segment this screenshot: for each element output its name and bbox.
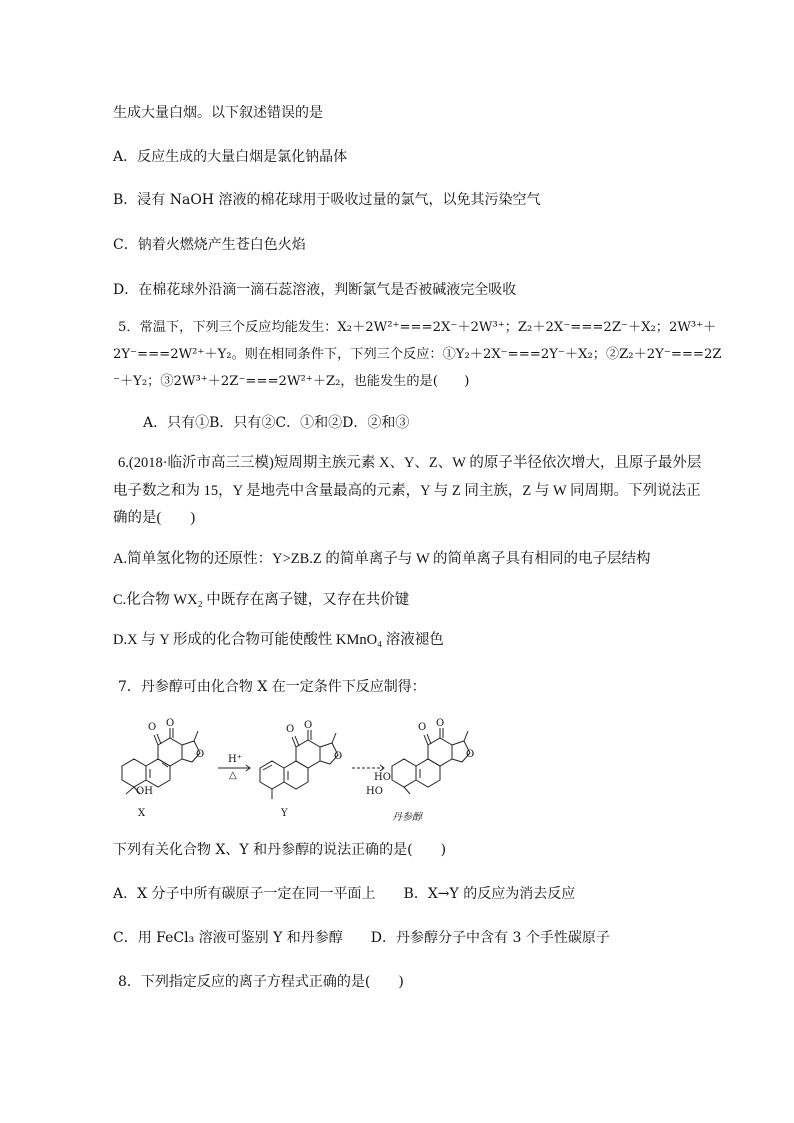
option-4b: B．浸有 NaOH 溶液的棉花球用于吸收过量的氯气，以免其污染空气 <box>113 192 541 208</box>
question-6-line1: 6.(2018·临沂市高三三模)短周期主族元素 X、Y、Z、W 的原子半径依次增大，且原子最外层 <box>118 455 702 471</box>
reaction-scheme <box>110 718 475 833</box>
question-7-prompt: 下列有关化合物 X、Y 和丹参醇的说法正确的是( ) <box>113 842 447 858</box>
hydroxyl-label: HO <box>366 786 383 797</box>
question-5-options: A．只有①B．只有②C．①和②D．②和③ <box>143 415 410 431</box>
atom-o-label: O <box>436 718 445 729</box>
question-5-line3: ⁻＋Y₂；③2W³⁺＋2Z⁻===2W²⁺＋Z₂，也能发生的是( ) <box>113 374 470 389</box>
atom-o-label: O <box>286 724 295 735</box>
option-7cd: C．用 FeCl₃ 溶液可鉴别 Y 和丹参醇 D．丹参醇分子中含有 3 个手性碳原子 <box>113 930 610 946</box>
atom-o-label: O <box>166 718 175 729</box>
compound-y-label: Y <box>281 808 288 819</box>
hydroxyl-label: HO <box>374 772 391 783</box>
atom-o-label: O <box>304 720 313 731</box>
atom-o-label: O <box>196 749 205 760</box>
question-6-line3: 确的是( ) <box>113 510 196 526</box>
arrow-bottom-label: △ <box>229 770 237 781</box>
question-7: 7．丹参醇可由化合物 X 在一定条件下反应制得： <box>118 679 426 695</box>
option-4a: A．反应生成的大量白烟是氯化钠晶体 <box>113 149 348 165</box>
option-4d: D．在棉花球外沿滴一滴石蕊溶液，判断氯气是否被碱液完全吸收 <box>113 282 517 298</box>
question-5-line1: 5．常温下，下列三个反应均能发生：X₂＋2W²⁺===2X⁻＋2W³⁺；Z₂＋2X⁻===2Z⁻＋X₂；2W³⁺＋ <box>118 320 717 335</box>
option-7ab: A．X 分子中所有碳原子一定在同一平面上 B．X→Y 的反应为消去反应 <box>113 886 576 902</box>
option-6d: D.X 与 Y 形成的化合物可能使酸性 KMnO₄ 溶液褪色 <box>113 632 444 648</box>
molecule-x-structure <box>122 728 200 794</box>
question-5-line2: 2Y⁻===2W²⁺＋Y₂。则在相同条件下，下列三个反应：①Y₂＋2X⁻===2Y⁻＋X₂；②Z₂＋2Y⁻===2Z <box>113 347 722 362</box>
atom-o-label: O <box>466 749 475 760</box>
compound-x-label: X <box>138 808 146 819</box>
atom-o-label: O <box>148 722 157 733</box>
atom-o-label: O <box>334 751 343 762</box>
molecule-y-structure <box>260 730 338 799</box>
text-line: 生成大量白烟。以下叙述错误的是 <box>113 105 323 121</box>
option-6c: C.化合物 WX₂ 中既存在离子键，又存在共价键 <box>113 592 410 608</box>
option-6ab: A.简单氢化物的还原性：Y>ZB.Z 的简单离子与 W 的简单离子具有相同的电子层结构 <box>113 551 651 567</box>
atom-o-label: O <box>418 722 427 733</box>
arrow-top-label: H⁺ <box>228 754 242 765</box>
question-6-line2: 电子数之和为 15，Y 是地壳中含量最高的元素，Y 与 Z 同主族，Z 与 W 同周期。下列说法正 <box>113 483 701 499</box>
question-8: 8．下列指定反应的离子方程式正确的是( ) <box>118 974 404 990</box>
hydroxyl-label: OH <box>136 786 153 797</box>
option-4c: C．钠着火燃烧产生苍白色火焰 <box>113 237 306 253</box>
molecule-danshenol-structure <box>392 728 470 794</box>
compound-danshenol-label: 丹参醇 <box>392 812 422 823</box>
